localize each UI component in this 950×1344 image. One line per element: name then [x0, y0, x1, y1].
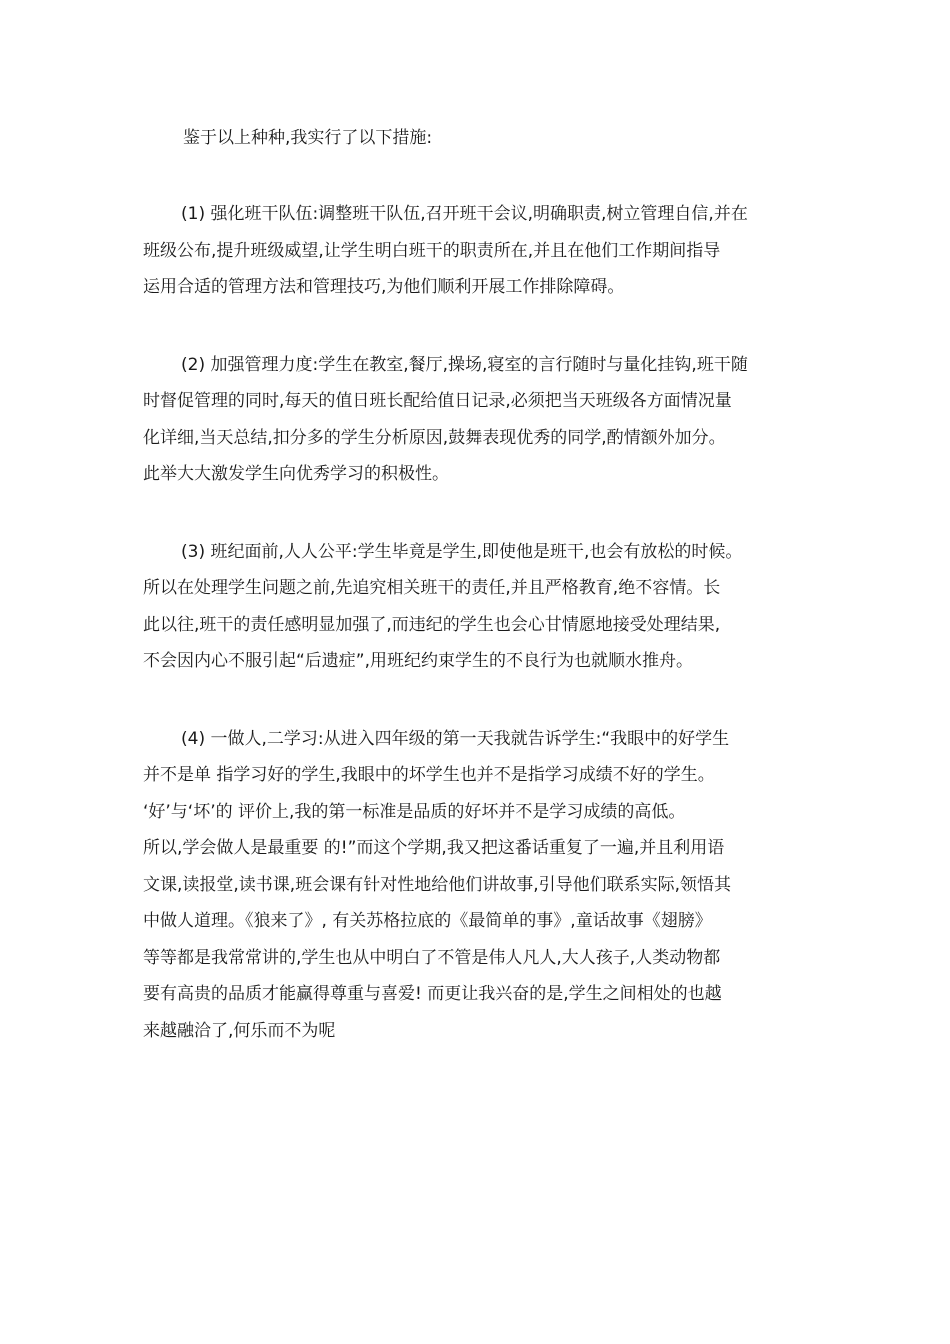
paragraph-3: [143, 534, 811, 680]
paragraph-line: 班级公布,提升班级威望,让学生明白班干的职责所在,并且在他们工作期间指导: [143, 240, 721, 261]
paragraph-line: 并不是单 指学习好的学生,我眼中的坏学生也并不是指学习成绩不好的学生。: [143, 765, 715, 785]
paragraph-line: 来越融洽了,何乐而不为呢: [143, 1020, 336, 1041]
paragraph-4: [143, 721, 811, 1050]
paragraph-line: 时督促管理的同时,每天的值日班长配给值日记录,必须把当天班级各方面情况量: [143, 391, 732, 411]
paragraph-line: 所以在处理学生问题之前,先追究相关班干的责任,并且严格教育,绝不容情。长: [143, 578, 721, 598]
paragraph-line: (4) 一做人,二学习:从进入四年级的第一天我就告诉学生:“我眼中的好学生: [181, 728, 730, 749]
paragraph-line: 文课,读报堂,读书课,班会课有针对性地给他们讲故事,引导他们联系实际,领悟其: [143, 874, 732, 895]
paragraph-2: [143, 347, 811, 493]
paragraph-line: 此以往,班干的责任感明显加强了,而违纪的学生也会心甘情愿地接受处理结果,: [143, 614, 721, 635]
paragraph-line: (2) 加强管理力度:学生在教室,餐厅,操场,寝室的言行随时与量化挂钩,班干随: [181, 354, 748, 375]
paragraph-line: 中做人道理。《狼来了》, 有关苏格拉底的《最简单的事》,童话故事《翅膀》: [143, 911, 712, 931]
paragraph-line: 要有高贵的品质才能赢得尊重与喜爱! 而更让我兴奋的是,学生之间相处的也越: [143, 984, 722, 1004]
intro-line: 鉴于以上种种,我实行了以下措施:: [183, 128, 433, 148]
paragraph-line: (1) 强化班干队伍:调整班干队伍,召开班干会议,明确职责,树立管理自信,并在: [181, 204, 748, 224]
paragraph-line: (3) 班纪面前,人人公平:学生毕竟是学生,即使他是班干,也会有放松的时候。: [181, 541, 743, 562]
paragraph-line: 不会因内心不服引起“后遗症”,用班纪约束学生的不良行为也就顺水推舟。: [143, 651, 694, 671]
paragraph-line: 此举大大激发学生向优秀学习的积极性。: [143, 464, 449, 484]
paragraph-line: ‘好’与‘坏’的 评价上,我的第一标准是品质的好坏并不是学习成绩的高低。: [143, 801, 686, 822]
paragraph-line: 运用合适的管理方法和管理技巧,为他们顺利开展工作排除障碍。: [143, 277, 625, 297]
document-body: [143, 120, 811, 1090]
paragraph-line: 所以,学会做人是最重要 的!”而这个学期,我又把这番话重复了一遍,并且利用语: [143, 838, 725, 858]
paragraph-1: [143, 196, 811, 306]
paragraph-line: 等等都是我常常讲的,学生也从中明白了不管是伟人凡人,大人孩子,人类动物都: [143, 947, 721, 968]
paragraph-line: 化详细,当天总结,扣分多的学生分析原因,鼓舞表现优秀的同学,酌情额外加分。: [143, 427, 726, 448]
